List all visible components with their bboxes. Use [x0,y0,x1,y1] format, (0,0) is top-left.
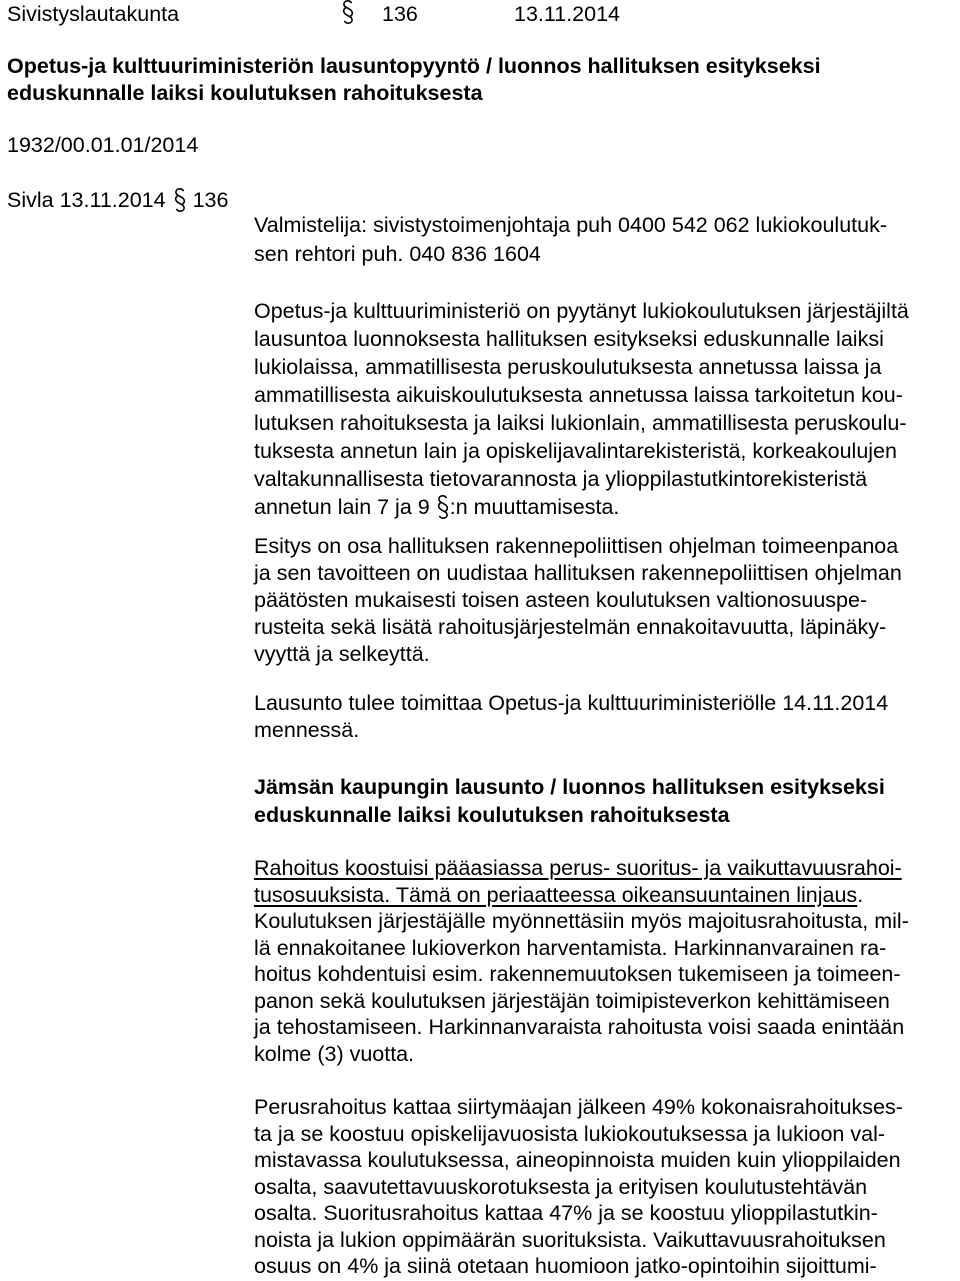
intro-paragraph [254,297,954,521]
text-line: lausuntoa luonnoksesta hallituksen esitykseksi eduskunnalle laiksi [254,327,884,351]
text-line: osuus on 4% ja siinä otetaan huomioon jatko-opintoihin sijoittumi- [254,1254,877,1278]
header-org: Sivistyslautakunta [7,2,180,26]
text-line: valtakunnallisesta tietovarannosta ja ylioppilastutkintorekisteristä [254,467,868,491]
text-line: lä ennakoitanee lukioverkon harventamista. Harkinnanvarainen ra- [254,935,887,960]
text-line: vyyttä ja selkeyttä. [254,642,430,666]
heading-line: Jämsän kaupungin lausunto / luonnos hallituksen esitykseksi [254,775,885,799]
underlined-text: Rahoitus koostuisi pääasiassa perus- suoritus- ja vaikuttavuusrahoi- [254,856,902,880]
underlined-line [254,855,954,882]
text-line: tuksesta annetun lain ja opiskelijavalintarekisteristä, korkeakoulujen [254,439,897,463]
funding-paragraph [254,855,954,1067]
text-line: osalta. Suoritusrahoitus kattaa 47% ja se koostuu ylioppilastutkin- [254,1201,878,1225]
document-number: 1932/00.01.01/2014 [7,133,199,157]
meeting-section: 136 [192,188,229,212]
title-line: Opetus-ja kulttuuriministeriön lausuntopyyntö / luonnos hallituksen esitykseksi [7,54,821,78]
header-date: 13.11.2014 [514,2,621,26]
text-fragment: annetun lain 7 ja 9 [254,495,430,519]
text-line: osalta, saavutettavuuskorotuksesta ja erityisen koulutustehtävän [254,1174,868,1199]
text-line: mennessä. [254,718,360,742]
text-line: hoitus kohdentuisi esim. rakennemuutoksen tukemiseen ja toimeen- [254,962,901,986]
header-number: 136 [382,2,418,26]
text-line [254,493,954,521]
text-line: Perusrahoitus kattaa siirtymäajan jälkeen 49% kokonaisrahoitukses- [254,1095,903,1119]
drafter-paragraph [254,211,954,269]
text-line: noista ja lukion oppimäärän suorituksista. Vaikuttavuusrahoituksen [254,1227,886,1252]
text-line: ja tehostamiseen. Harkinnanvaraista rahoitusta voisi saada enintään [254,1015,905,1039]
page-header [7,0,960,29]
base-funding-paragraph [254,1094,954,1280]
text-line: Opetus-ja kulttuuriministeriö on pyytänyt lukiokoulutuksen järjestäjiltä [254,299,909,323]
text-line: Valmistelija: sivistystoimenjohtaja puh 0400 542 062 lukiokoulutuk- [254,213,888,237]
meeting-reference [7,186,228,215]
underlined-text: tusosuuksista. Tämä on periaatteessa oikeansuuntainen linjaus [254,882,858,907]
text-line: kolme (3) vuotta. [254,1041,415,1066]
heading-line: eduskunnalle laiksi koulutuksen rahoituksesta [254,803,730,827]
title-line: eduskunnalle laiksi koulutuksen rahoituksesta [7,81,483,105]
text-line: ja sen tavoitteen on uudistaa hallituksen rakennepoliittisen ohjelman [254,561,902,585]
text-line: mistavassa koulutuksessa, aineopinnoista muiden kuin ylioppilaiden [254,1148,901,1172]
section-sign-icon [173,186,187,215]
text-line: panon sekä koulutuksen järjestäjän toimipisteverkon kehittämiseen [254,988,890,1013]
text-line: lutuksen rahoituksesta ja laiksi lukionlain, ammatillisesta peruskoulu- [254,411,907,435]
document-title [7,53,927,107]
section-sign-icon [436,495,450,519]
underlined-line [254,882,954,909]
text-line: sen rehtori puh. 040 836 1604 [254,242,541,266]
statement-heading [254,773,954,829]
esitys-paragraph [254,533,954,668]
text-line: ta ja se koostuu opiskelijavuosista lukiokoutuksessa ja lukioon val- [254,1121,886,1146]
text-line: päätösten mukaisesti toisen asteen koulutuksen valtionosuuspe- [254,588,868,612]
text-fragment: :n muuttamisesta. [449,495,620,519]
text-line: rusteita sekä lisätä rahoitusjärjestelmän ennakoitavuutta, läpinäky- [254,615,887,639]
text-line: Esitys on osa hallituksen rakennepoliittisen ohjelman toimeenpanoa [254,534,899,558]
text-line: lukiolaissa, ammatillisesta peruskoulutuksesta annetussa laissa ja [254,355,882,379]
text-line: Lausunto tulee toimittaa Opetus-ja kulttuuriministeriölle 14.11.2014 [254,691,889,715]
meeting-text: Sivla 13.11.2014 [7,188,166,212]
text-fragment: . [857,882,864,907]
text-line: Koulutuksen järjestäjälle myönnettäsiin myös majoitusrahoitusta, mil- [254,909,909,933]
text-line: ammatillisesta aikuiskoulutuksesta annetussa laissa tarkoitetun kou- [254,383,903,407]
deadline-paragraph [254,690,954,744]
